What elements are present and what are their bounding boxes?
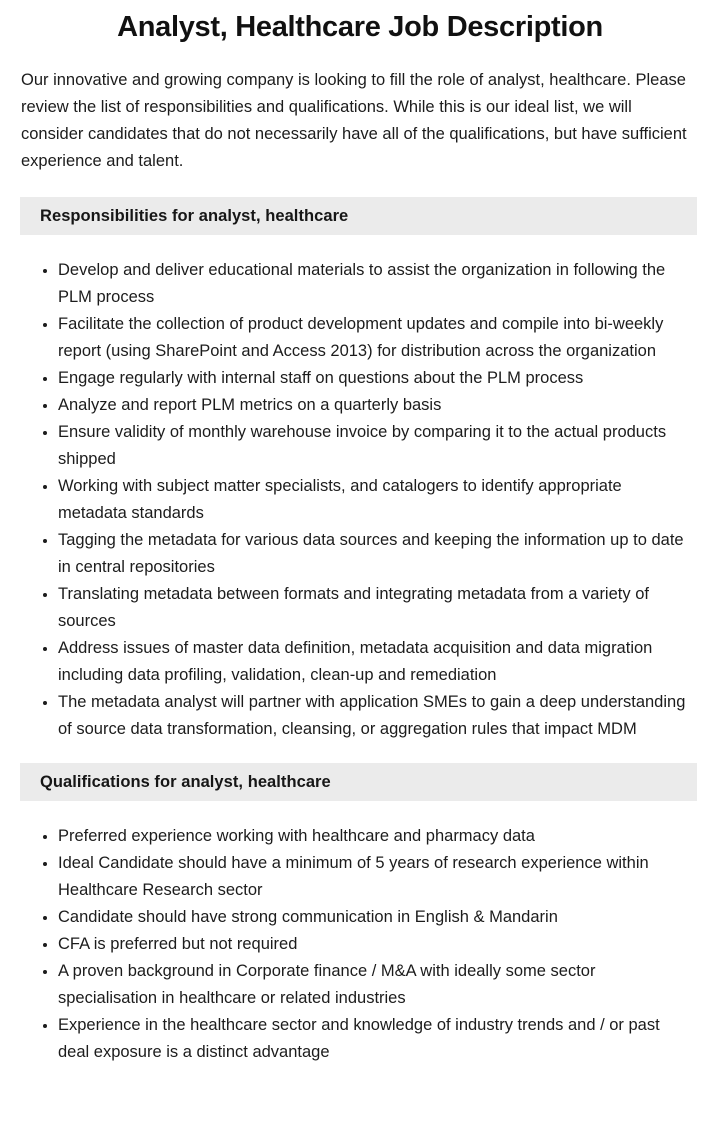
section-qualifications <box>0 763 720 1086</box>
list-item: Candidate should have strong communication in English & Mandarin <box>0 904 720 931</box>
list-item: Facilitate the collection of product development updates and compile into bi-weekly report (using SharePoint and Access 2013) for distribution across the organization <box>0 311 720 365</box>
page-title: Analyst, Healthcare Job Description <box>117 11 603 43</box>
list-item: Analyze and report PLM metrics on a quarterly basis <box>0 392 720 419</box>
list-item: Experience in the healthcare sector and knowledge of industry trends and / or past deal exposure is a distinct advantage <box>0 1012 720 1066</box>
intro-paragraph: Our innovative and growing company is looking to fill the role of analyst, healthcare. Please review the list of responsibilities and qualifications. While this is our ideal list, we will consider candidates that do not necessarily have all of the qualifications, but have sufficient experience and talent. <box>21 71 687 170</box>
list-item: The metadata analyst will partner with application SMEs to gain a deep understanding of source data transformation, cleansing, or aggregation rules that impact MDM <box>0 689 720 743</box>
list-item: Translating metadata between formats and integrating metadata from a variety of sources <box>0 581 720 635</box>
spacer <box>0 743 720 763</box>
spacer <box>0 1066 720 1086</box>
list-item: Ensure validity of monthly warehouse invoice by comparing it to the actual products shipped <box>0 419 720 473</box>
spacer <box>0 801 720 823</box>
list-item: A proven background in Corporate finance / M&A with ideally some sector specialisation in healthcare or related industries <box>0 958 720 1012</box>
list-item: CFA is preferred but not required <box>0 931 720 958</box>
section-heading-label: Qualifications for analyst, healthcare <box>40 773 331 791</box>
list-item: Develop and deliver educational materials to assist the organization in following the PLM process <box>0 257 720 311</box>
qualifications-list <box>0 823 720 1066</box>
section-responsibilities <box>0 175 720 763</box>
list-item: Working with subject matter specialists, and catalogers to identify appropriate metadata standards <box>0 473 720 527</box>
list-item: Tagging the metadata for various data sources and keeping the information up to date in central repositories <box>0 527 720 581</box>
list-item: Ideal Candidate should have a minimum of 5 years of research experience within Healthcare Research sector <box>0 850 720 904</box>
section-header-responsibilities <box>20 197 697 235</box>
list-item: Preferred experience working with healthcare and pharmacy data <box>0 823 720 850</box>
responsibilities-list <box>0 257 720 743</box>
section-heading-label: Responsibilities for analyst, healthcare <box>40 207 349 225</box>
list-item: Engage regularly with internal staff on questions about the PLM process <box>0 365 720 392</box>
section-header-qualifications <box>20 763 697 801</box>
spacer <box>0 235 720 257</box>
list-item: Address issues of master data definition, metadata acquisition and data migration including data profiling, validation, clean-up and remediation <box>0 635 720 689</box>
